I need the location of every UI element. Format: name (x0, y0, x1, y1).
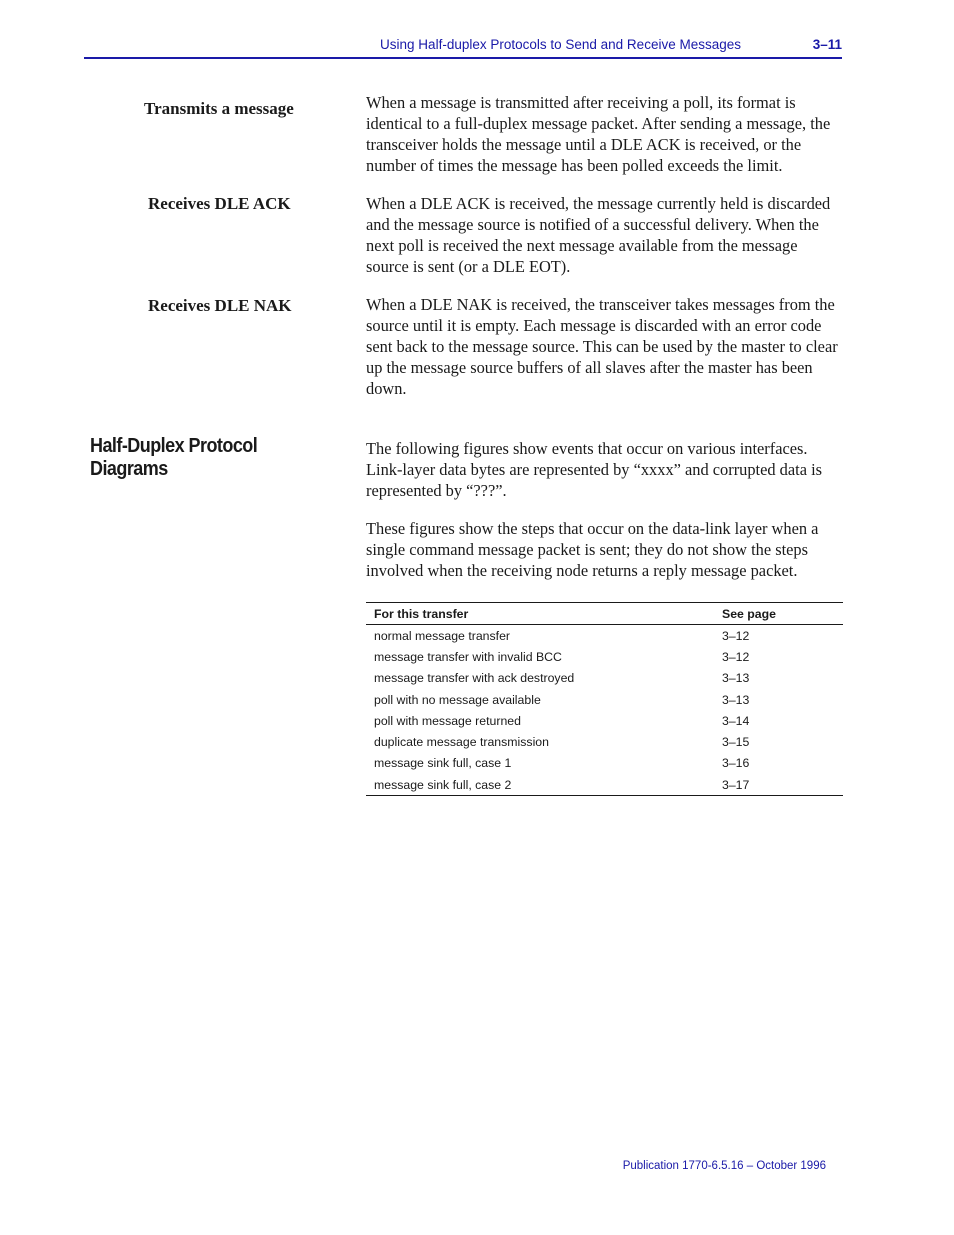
transfer-name: message sink full, case 2 (366, 774, 714, 796)
transfer-name: message transfer with invalid BCC (374, 649, 562, 664)
transfer-name: poll with message returned (374, 713, 521, 728)
page-reference: 3–17 (714, 774, 843, 796)
page-reference: 3–12 (722, 628, 750, 643)
section-paragraph-scope: These figures show the steps that occur on the data-link layer when a single command message packet is sent; they do not show the steps involved when the receiving node returns a reply message packet. (366, 519, 819, 580)
table-row (366, 625, 843, 647)
table-row (366, 774, 843, 796)
column-header-transfer: For this transfer (366, 603, 714, 625)
table-row (366, 731, 843, 752)
transfer-name: message transfer with ack destroyed (374, 671, 575, 686)
page-reference: 3–12 (722, 649, 750, 664)
page-number: 3–11 (812, 37, 842, 52)
event-label-transmits: Transmits a message (144, 99, 294, 118)
section-heading: Half-Duplex Protocol Diagrams (90, 435, 258, 480)
column-header-page: See page (714, 603, 843, 625)
transfer-name: poll with no message available (374, 692, 541, 707)
page-reference: 3–14 (722, 713, 750, 728)
page-reference: 3–13 (722, 692, 750, 707)
header-rule (84, 57, 842, 59)
page-reference: 3–15 (722, 735, 750, 750)
running-header-title: Using Half-duplex Protocols to Send and Receive Messages (380, 37, 741, 52)
table-row (366, 753, 843, 774)
table-row (366, 710, 843, 731)
page-reference: 3–16 (722, 756, 750, 771)
event-label-dle-nak: Receives DLE NAK (148, 296, 292, 315)
table-row (366, 668, 843, 689)
section-paragraph-intro: The following figures show events that occur on various interfaces. Link-layer data bytes are represented by “xxxx” and corrupted data is represented by “???”. (366, 439, 823, 500)
event-label-dle-ack: Receives DLE ACK (148, 194, 291, 213)
table-row (366, 689, 843, 710)
table-header-row (366, 603, 843, 625)
transfer-name: message sink full, case 1 (374, 756, 512, 771)
page-reference: 3–13 (722, 671, 750, 686)
transfer-page-table (366, 602, 843, 796)
transfer-name: duplicate message transmission (374, 735, 549, 750)
event-description-dle-nak: When a DLE NAK is received, the transceiver takes messages from the source until it is empty. Each message is discarded with an error code sent back to the message source. This can be used by the master to clear up the message source buffers of all slaves after the master has been down. (366, 295, 838, 398)
event-description-transmits: When a message is transmitted after receiving a poll, its format is identical to a full-duplex message packet. After sending a message, the transceiver holds the message until a DLE ACK is received, or the number of times the message has been polled exceeds the limit. (366, 93, 831, 175)
table-row (366, 646, 843, 667)
publication-footer: Publication 1770-6.5.16 – October 1996 (622, 1160, 826, 1172)
event-description-dle-ack: When a DLE ACK is received, the message currently held is discarded and the message source is notified of a successful delivery. When the next poll is received the next message available from the message source is sent (or a DLE EOT). (366, 194, 831, 276)
transfer-name: normal message transfer (374, 628, 511, 643)
